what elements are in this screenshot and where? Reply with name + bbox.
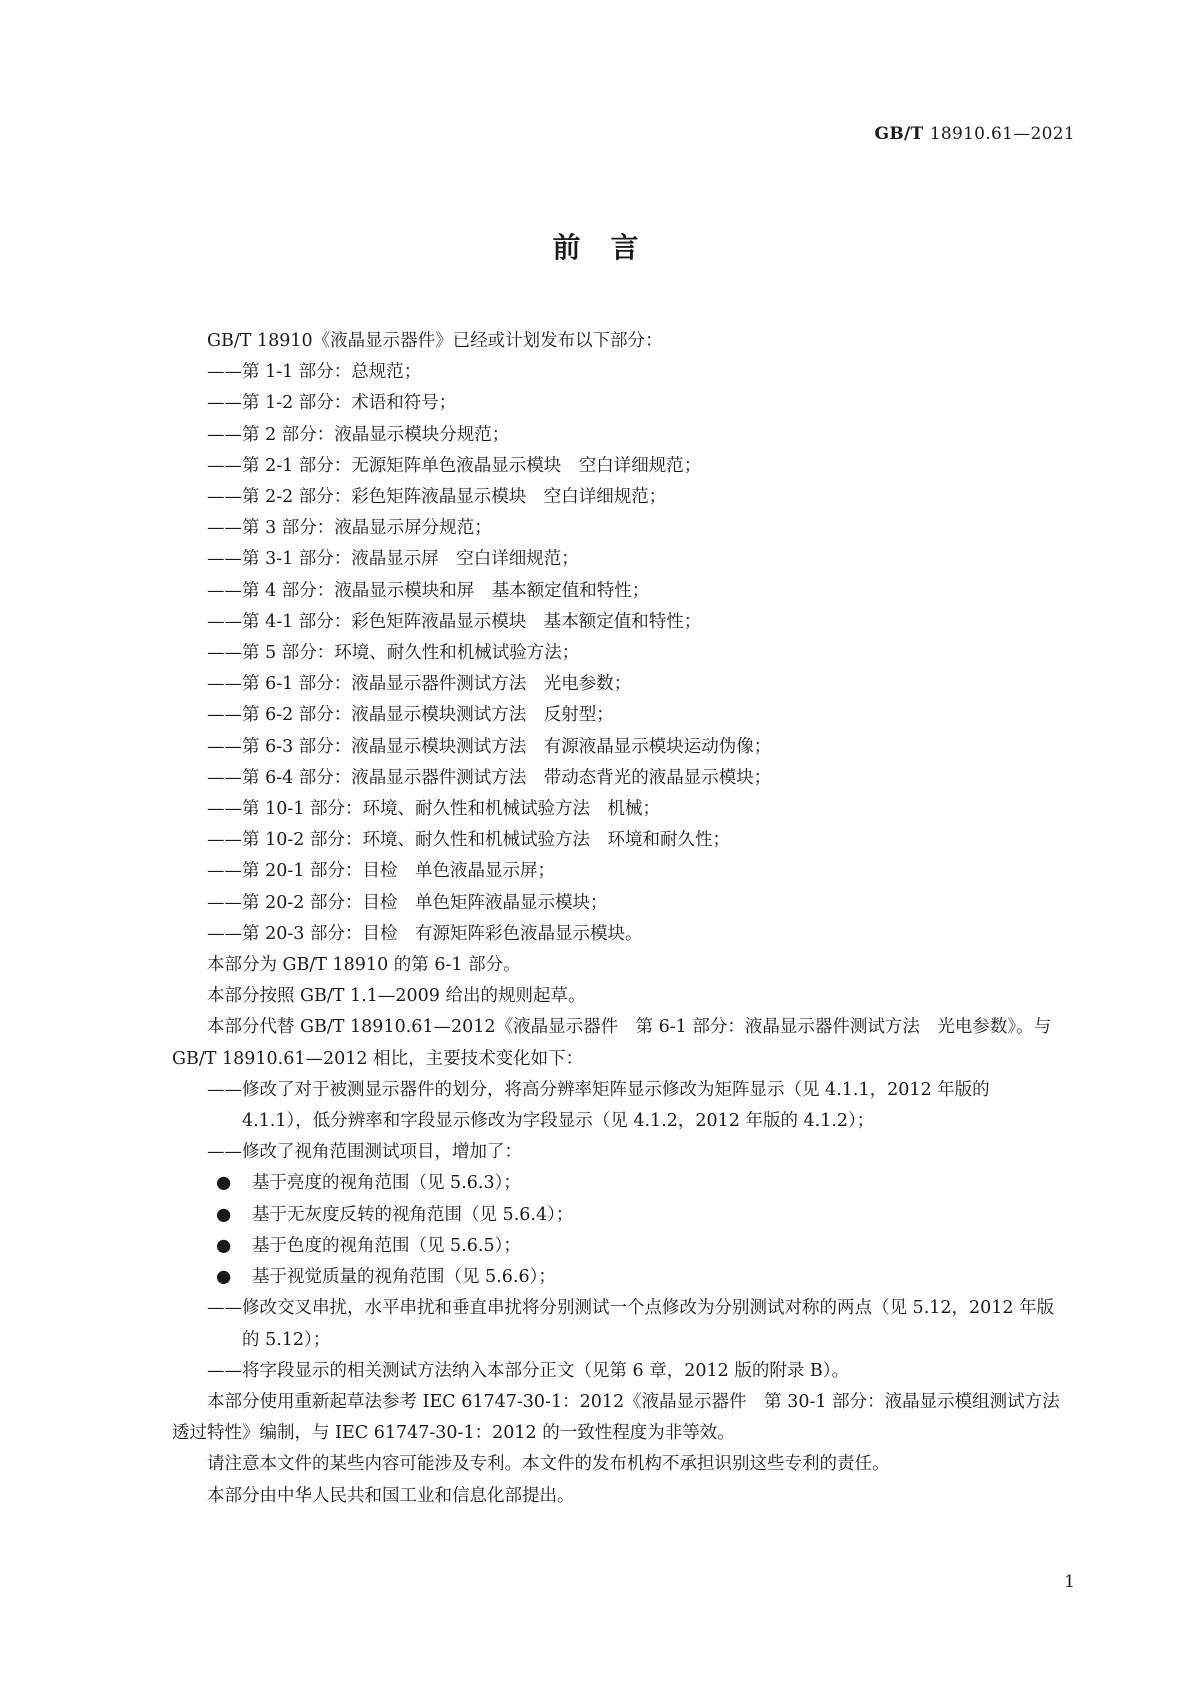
part-list-item: ——第 10-1 部分：环境、耐久性和机械试验方法 机械；	[207, 799, 660, 820]
change-item: ——将字段显示的相关测试方法纳入本部分正文（见第 6 章，2012 版的附录 B）。	[207, 1360, 850, 1381]
part-list-item: ——第 6-4 部分：液晶显示器件测试方法 带动态背光的液晶显示模块；	[207, 767, 772, 788]
part-list-item: ——第 2 部分：液晶显示模块分规范；	[207, 424, 510, 445]
drafting-rules: 本部分按照 GB/T 1.1—2009 给出的规则起草。	[207, 986, 586, 1007]
part-list-item: ——第 6-3 部分：液晶显示模块测试方法 有源液晶显示模块运动伪像；	[207, 736, 772, 757]
replacement-statement: 本部分代替 GB/T 18910.61—2012《液晶显示器件 第 6-1 部分：液晶显示器件测试方法 光电参数》。与 GB/T 18910.61—2012 相比，主要技术变化如下：	[172, 1017, 1052, 1069]
bullet-text: 基于亮度的视角范围（见 5.6.3）；	[252, 1173, 521, 1194]
part-list-item: ——第 1-1 部分：总规范；	[207, 362, 422, 383]
standard-number	[875, 124, 1075, 144]
part-list-item: ——第 5 部分：环境、耐久性和机械试验方法；	[207, 643, 580, 664]
bullet-dot-icon: ●	[216, 1204, 232, 1225]
document-body	[172, 326, 1078, 1512]
iec-reference: 本部分使用重新起草法参考 IEC 61747-30-1：2012《液晶显示器件 第 30-1 部分：液晶显示模组测试方法 透过特性》编制，与 IEC 61747-30-1：2012 的一致性程度为非等效。	[172, 1391, 1078, 1444]
part-list-item: ——第 3 部分：液晶显示屏分规范；	[207, 518, 492, 539]
proposer-statement: 本部分由中华人民共和国工业和信息化部提出。	[207, 1485, 575, 1506]
bullet-item	[172, 1168, 1062, 1199]
part-list-item: ——第 4 部分：液晶显示模块和屏 基本额定值和特性；	[207, 580, 650, 601]
part-list-item: ——第 6-1 部分：液晶显示器件测试方法 光电参数；	[207, 674, 632, 695]
part-list-item: ——第 20-2 部分：目检 单色矩阵液晶显示模块；	[207, 892, 608, 913]
part-list-item: ——第 10-2 部分：环境、耐久性和机械试验方法 环境和耐久性；	[207, 830, 730, 851]
part-list-item: ——第 3-1 部分：液晶显示屏 空白详细规范；	[207, 549, 579, 570]
change-item: ——修改了对于被测显示器件的划分，将高分辨率矩阵显示修改为矩阵显示（见 4.1.1，2012 年版的 4.1.1），低分辨率和字段显示修改为字段显示（见 4.1.2，2012 年版的 4.1.2）；	[207, 1079, 990, 1132]
bullet-item	[172, 1231, 1062, 1262]
part-list-item: ——第 20-3 部分：目检 有源矩阵彩色液晶显示模块。	[207, 923, 643, 944]
bullet-item	[172, 1262, 1062, 1293]
bullet-dot-icon: ●	[216, 1173, 232, 1194]
part-list-item: ——第 20-1 部分：目检 单色液晶显示屏；	[207, 861, 555, 882]
bullet-text: 基于色度的视角范围（见 5.6.5）；	[252, 1235, 521, 1256]
parts-list	[172, 357, 1062, 950]
bullet-dot-icon: ●	[216, 1235, 232, 1256]
patent-notice: 请注意本文件的某些内容可能涉及专利。本文件的发布机构不承担识别这些专利的责任。	[207, 1454, 890, 1475]
page-number: 1	[1064, 1572, 1075, 1592]
part-list-item: ——第 6-2 部分：液晶显示模块测试方法 反射型；	[207, 705, 614, 726]
page-title: 前言	[552, 231, 669, 264]
part-statement: 本部分为 GB/T 18910 的第 6-1 部分。	[207, 955, 521, 976]
bullet-text: 基于视觉质量的视角范围（见 5.6.6）；	[252, 1267, 556, 1288]
part-list-item: ——第 1-2 部分：术语和符号；	[207, 393, 457, 414]
part-list-item: ——第 4-1 部分：彩色矩阵液晶显示模块 基本额定值和特性；	[207, 611, 702, 632]
bullet-text: 基于无灰度反转的视角范围（见 5.6.4）；	[252, 1204, 574, 1225]
part-list-item: ——第 2-1 部分：无源矩阵单色液晶显示模块 空白详细规范；	[207, 455, 702, 476]
change-item: ——修改了视角范围测试项目，增加了：	[207, 1142, 522, 1163]
change-item: ——修改交叉串扰，水平串扰和垂直串扰将分别测试一个点修改为分别测试对称的两点（见 5.12，2012 年版的 5.12）；	[207, 1298, 1055, 1350]
part-list-item: ——第 2-2 部分：彩色矩阵液晶显示模块 空白详细规范；	[207, 487, 667, 508]
bullet-item	[172, 1200, 1062, 1231]
viewing-angle-list	[172, 1168, 1062, 1293]
bullet-dot-icon: ●	[216, 1267, 232, 1288]
standard-year-number: 18910.61—2021	[929, 124, 1075, 144]
intro-paragraph: GB/T 18910《液晶显示器件》已经或计划发布以下部分：	[207, 331, 663, 351]
standard-code: GB/T	[874, 124, 924, 144]
